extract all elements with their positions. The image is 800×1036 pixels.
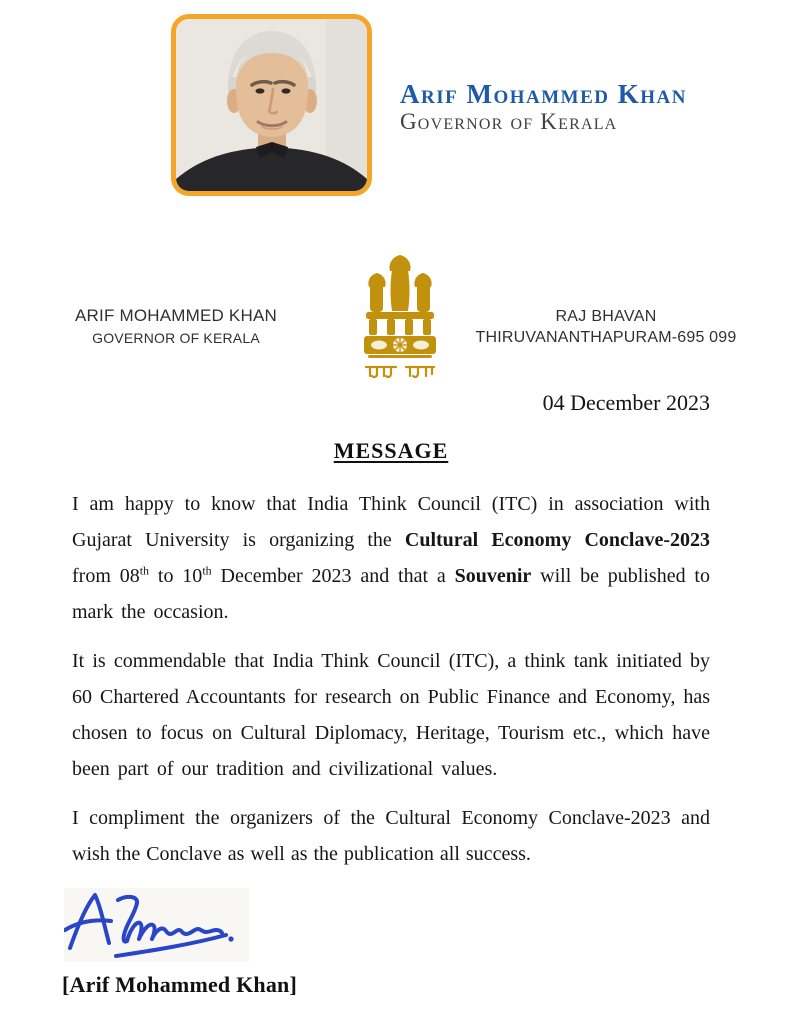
paragraph-1: I am happy to know that India Think Council (ITC) in association with Gujarat University is organizing the Cultural Economy Conclave-2023 from 08th to 10th December 2023 and that a Souvenir will be published to mark the occasion. [72,493,710,623]
signature [64,888,249,962]
satyameva-jayate-motto [366,367,434,377]
letter-date: 04 December 2023 [542,390,710,415]
message-heading: MESSAGE [333,438,449,463]
header-titles [400,80,687,135]
paragraph-3: I compliment the organizers of the Cultural Economy Conclave-2023 and wish the Conclave as well as the publication all success. [72,807,710,865]
letter-body [62,390,710,998]
paragraph-2: It is commendable that India Think Council (ITC), a think tank initiated by 60 Chartered Accountants for research on Public Finance and Economy, has chosen to focus on Cultural Diplomacy, Heritage, Tourism etc., which have been part of our tradition and civilizational values. [72,650,710,780]
governor-portrait-illustration [176,19,367,191]
letterhead-left [62,306,290,346]
india-state-emblem-icon [352,250,448,384]
letterhead-office: RAJ BHAVAN [555,308,657,325]
governor-role: Governor of Kerala [400,109,618,134]
letterhead-name: ARIF MOHAMMED KHAN [75,306,277,325]
letterhead-right [472,308,740,347]
letterhead-designation: GOVERNOR OF KERALA [92,330,260,346]
letterhead-address: THIRUVANANTHAPURAM-695 099 [475,329,737,346]
governor-photo [171,14,372,196]
handwritten-signature-icon [64,888,249,962]
governor-name: Arif Mohammed Khan [400,79,687,109]
signatory-name: [Arif Mohammed Khan] [62,972,297,997]
